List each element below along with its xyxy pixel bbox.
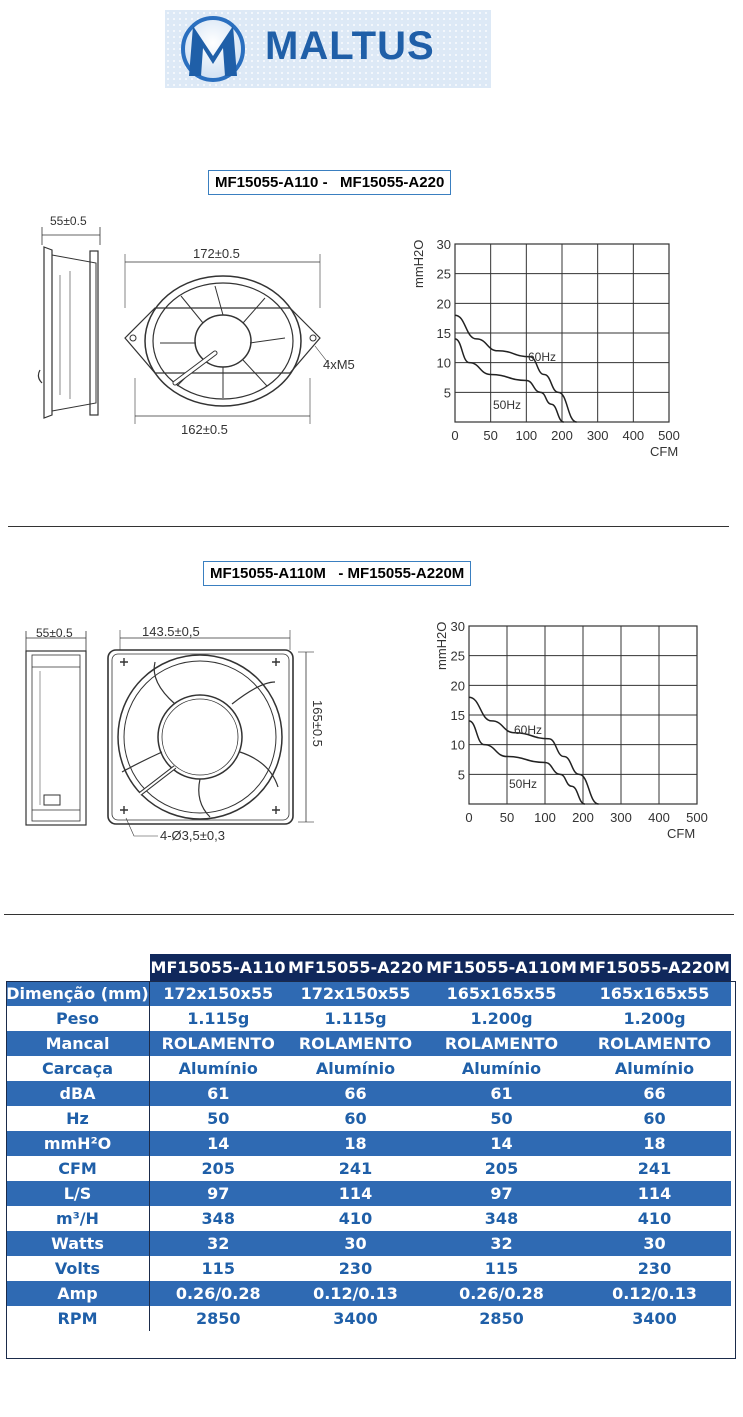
spec-row <box>6 1081 731 1106</box>
divider-2 <box>4 914 734 915</box>
spec-cell: 172x150x55 <box>287 981 425 1006</box>
chart-ytick-label: 20 <box>450 678 465 694</box>
spec-cell: Alumínio <box>287 1056 425 1081</box>
section2-side-view <box>20 625 100 835</box>
spec-row-label: Hz <box>6 1106 150 1131</box>
spec-cell: 60 <box>287 1106 425 1131</box>
s2-width-top-label: 143.5±0,5 <box>142 624 200 639</box>
section1-side-view <box>30 205 110 430</box>
spec-header-blank <box>6 954 150 981</box>
spec-row-label: m³/H <box>6 1206 150 1231</box>
spec-cell: 165x165x55 <box>425 981 579 1006</box>
s2-chart-ylabel: mmH2O <box>434 621 449 670</box>
s2-holes-label: 4-Ø3,5±0,3 <box>160 828 225 843</box>
chart-xtick-label: 200 <box>551 428 573 443</box>
s1-chart-50hz-label: 50Hz <box>493 398 522 412</box>
spec-cell: 115 <box>150 1256 287 1281</box>
spec-row <box>6 1306 731 1331</box>
spec-table <box>6 954 731 1331</box>
spec-cell: ROLAMENTO <box>425 1031 579 1056</box>
spec-cell: 97 <box>425 1181 579 1206</box>
spec-cell: 97 <box>150 1181 287 1206</box>
spec-cell: 14 <box>425 1131 579 1156</box>
spec-cell: 3400 <box>287 1306 425 1331</box>
spec-row-label: Carcaça <box>6 1056 150 1081</box>
chart-ytick-label: 15 <box>436 326 451 341</box>
spec-cell: 230 <box>579 1256 731 1281</box>
spec-cell: Alumínio <box>425 1056 579 1081</box>
spec-cell: 2850 <box>150 1306 287 1331</box>
spec-cell: 18 <box>579 1131 731 1156</box>
s2-chart-60hz-label: 60Hz <box>514 723 543 737</box>
chart-ytick-label: 25 <box>450 648 465 664</box>
spec-row-label: L/S <box>6 1181 150 1206</box>
chart-xtick-label: 300 <box>610 810 632 825</box>
section1-front-view <box>115 238 375 438</box>
spec-header-col: MF15055-A220 <box>287 954 425 981</box>
spec-cell: 1.200g <box>425 1006 579 1031</box>
chart-ytick-label: 10 <box>436 355 451 371</box>
spec-row-label: Mancal <box>6 1031 150 1056</box>
chart-xtick-label: 500 <box>658 428 680 443</box>
spec-cell: Alumínio <box>150 1056 287 1081</box>
spec-cell: 1.115g <box>287 1006 425 1031</box>
spec-row <box>6 1156 731 1181</box>
chart-ytick-label: 10 <box>450 737 465 753</box>
spec-row <box>6 981 731 1006</box>
spec-cell: 114 <box>579 1181 731 1206</box>
spec-cell: 115 <box>425 1256 579 1281</box>
spec-cell: ROLAMENTO <box>579 1031 731 1056</box>
spec-cell: 0.12/0.13 <box>287 1281 425 1306</box>
chart-xtick-label: 400 <box>648 810 670 825</box>
divider-1 <box>8 526 729 527</box>
spec-cell: 66 <box>287 1081 425 1106</box>
s2-chart-xlabel: CFM <box>667 826 696 841</box>
chart-ytick-label: 5 <box>443 385 451 401</box>
spec-cell: 61 <box>150 1081 287 1106</box>
chart-ytick-label: 20 <box>436 296 451 312</box>
spec-row <box>6 1006 731 1031</box>
chart-ytick-label: 30 <box>450 619 465 634</box>
spec-row <box>6 1056 731 1081</box>
spec-row-label: Dimenção (mm) <box>6 981 150 1006</box>
spec-cell: 1.115g <box>150 1006 287 1031</box>
spec-cell: 230 <box>287 1256 425 1281</box>
spec-cell: 114 <box>287 1181 425 1206</box>
spec-cell: 410 <box>287 1206 425 1231</box>
chart-ytick-label: 15 <box>450 708 465 723</box>
spec-row <box>6 1131 731 1156</box>
spec-cell: 3400 <box>579 1306 731 1331</box>
spec-cell: 18 <box>287 1131 425 1156</box>
spec-cell: 241 <box>579 1156 731 1181</box>
chart-xtick-label: 50 <box>499 810 515 825</box>
spec-cell: 61 <box>425 1081 579 1106</box>
spec-row-label: dBA <box>6 1081 150 1106</box>
spec-header-col: MF15055-A110 <box>150 954 287 981</box>
spec-cell: 2850 <box>425 1306 579 1331</box>
spec-row-label: Amp <box>6 1281 150 1306</box>
spec-cell: 205 <box>425 1156 579 1181</box>
chart-xtick-label: 100 <box>534 810 556 825</box>
spec-row <box>6 1206 731 1231</box>
maltus-logo-icon <box>179 16 247 82</box>
chart-xtick-label: 50 <box>483 428 498 443</box>
s1-width-bottom-label: 162±0.5 <box>181 422 228 437</box>
section2-title: MF15055-A110M - MF15055-A220M <box>203 561 471 586</box>
spec-cell: 30 <box>287 1231 425 1256</box>
section1-title: MF15055-A110 - MF15055-A220 <box>208 170 451 195</box>
spec-row <box>6 1281 731 1306</box>
chart-xtick-label: 100 <box>515 428 538 443</box>
spec-cell: 66 <box>579 1081 731 1106</box>
spec-row <box>6 1031 731 1056</box>
spec-row-label: Volts <box>6 1256 150 1281</box>
spec-header-col: MF15055-A220M <box>579 954 731 981</box>
s2-height-label: 165±0.5 <box>310 700 325 747</box>
s1-chart-xlabel: CFM <box>650 444 679 459</box>
spec-cell: 348 <box>150 1206 287 1231</box>
spec-cell: 205 <box>150 1156 287 1181</box>
chart-xtick-label: 200 <box>572 810 594 825</box>
spec-cell: 410 <box>579 1206 731 1231</box>
brand-name: MALTUS <box>265 24 435 68</box>
spec-cell: 348 <box>425 1206 579 1231</box>
spec-cell: 14 <box>150 1131 287 1156</box>
spec-cell: 30 <box>579 1231 731 1256</box>
s1-chart-60hz-label: 60Hz <box>528 350 557 364</box>
spec-cell: 32 <box>150 1231 287 1256</box>
s2-depth-label: 55±0.5 <box>36 626 73 640</box>
spec-row-label: RPM <box>6 1306 150 1331</box>
spec-row-label: Peso <box>6 1006 150 1031</box>
spec-row-label: mmH²O <box>6 1131 150 1156</box>
spec-cell: 60 <box>579 1106 731 1131</box>
spec-row-label: CFM <box>6 1156 150 1181</box>
section2-performance-chart <box>420 612 720 852</box>
spec-cell: 0.26/0.28 <box>150 1281 287 1306</box>
s1-width-top-label: 172±0.5 <box>193 246 240 261</box>
spec-row <box>6 1106 731 1131</box>
chart-ytick-label: 5 <box>457 767 465 783</box>
s1-depth-label: 55±0.5 <box>50 214 87 228</box>
chart-xtick-label: 500 <box>686 810 708 825</box>
spec-cell: 165x165x55 <box>579 981 731 1006</box>
spec-cell: 32 <box>425 1231 579 1256</box>
spec-cell: 241 <box>287 1156 425 1181</box>
spec-header-col: MF15055-A110M <box>425 954 579 981</box>
section1-performance-chart <box>405 230 705 470</box>
chart-xtick-label: 300 <box>586 428 609 443</box>
section2-front-view <box>100 622 335 852</box>
spec-cell: Alumínio <box>579 1056 731 1081</box>
spec-cell: ROLAMENTO <box>287 1031 425 1056</box>
spec-cell: 0.12/0.13 <box>579 1281 731 1306</box>
spec-cell: 50 <box>425 1106 579 1131</box>
chart-xtick-label: 0 <box>465 810 473 825</box>
spec-cell: 50 <box>150 1106 287 1131</box>
chart-xtick-label: 400 <box>622 428 645 443</box>
spec-cell: 172x150x55 <box>150 981 287 1006</box>
s1-screw-label: 4xM5 <box>323 357 355 372</box>
chart-xtick-label: 0 <box>451 428 459 443</box>
spec-row-label: Watts <box>6 1231 150 1256</box>
spec-row <box>6 1231 731 1256</box>
spec-row <box>6 1181 731 1206</box>
s1-chart-ylabel: mmH2O <box>411 239 426 288</box>
spec-cell: ROLAMENTO <box>150 1031 287 1056</box>
spec-cell: 1.200g <box>579 1006 731 1031</box>
chart-ytick-label: 25 <box>436 266 451 282</box>
spec-cell: 0.26/0.28 <box>425 1281 579 1306</box>
s2-chart-50hz-label: 50Hz <box>509 777 538 791</box>
spec-row <box>6 1256 731 1281</box>
spec-header-row <box>6 954 731 981</box>
chart-ytick-label: 30 <box>436 237 451 252</box>
